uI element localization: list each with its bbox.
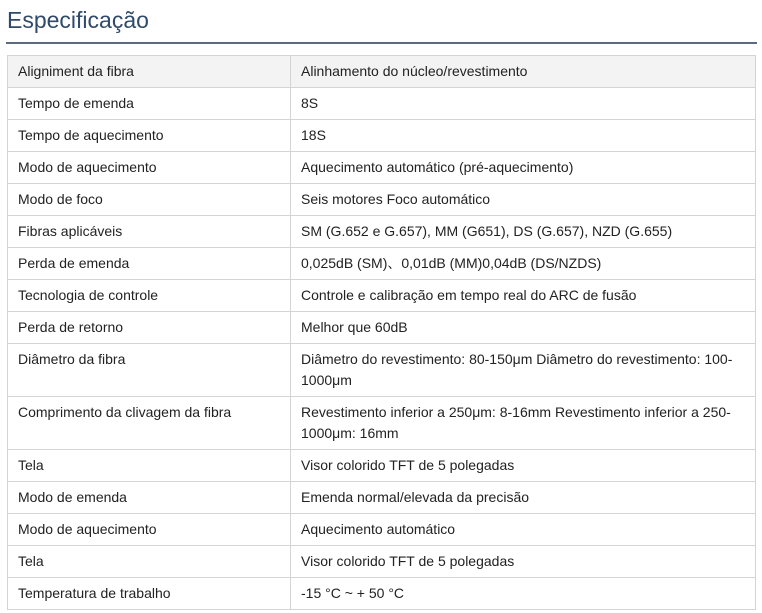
- table-row: [8, 397, 756, 450]
- title-divider: [6, 42, 757, 44]
- table-row: [8, 514, 756, 546]
- spec-value: Visor colorido TFT de 5 polegadas: [291, 546, 756, 578]
- spec-value: 8S: [291, 88, 756, 120]
- spec-label: Diâmetro da fibra: [8, 344, 291, 397]
- table-row: [8, 312, 756, 344]
- table-row: [8, 280, 756, 312]
- spec-label: Modo de emenda: [8, 482, 291, 514]
- spec-label: Tempo de aquecimento: [8, 120, 291, 152]
- table-row: [8, 248, 756, 280]
- spec-label: Tela: [8, 546, 291, 578]
- spec-value: Alinhamento do núcleo/revestimento: [291, 56, 756, 88]
- table-row: [8, 216, 756, 248]
- spec-value: 0,025dB (SM)、0,01dB (MM)0,04dB (DS/NZDS): [291, 248, 756, 280]
- table-row: [8, 482, 756, 514]
- spec-value: Aquecimento automático (pré-aquecimento): [291, 152, 756, 184]
- spec-value: 18S: [291, 120, 756, 152]
- table-row: [8, 344, 756, 397]
- spec-label: Comprimento da clivagem da fibra: [8, 397, 291, 450]
- spec-label: Perda de emenda: [8, 248, 291, 280]
- spec-label: Aligniment da fibra: [8, 56, 291, 88]
- table-row: [8, 88, 756, 120]
- spec-label: Tecnologia de controle: [8, 280, 291, 312]
- spec-label: Tempo de emenda: [8, 88, 291, 120]
- spec-value: Controle e calibração em tempo real do ARC de fusão: [291, 280, 756, 312]
- spec-label: Fibras aplicáveis: [8, 216, 291, 248]
- specification-table: [7, 55, 756, 610]
- page-title: Especificação: [7, 7, 149, 33]
- spec-value: Aquecimento automático: [291, 514, 756, 546]
- spec-label: Modo de aquecimento: [8, 152, 291, 184]
- spec-value: Diâmetro do revestimento: 80-150μm Diâmetro do revestimento: 100-1000μm: [291, 344, 756, 397]
- spec-label: Perda de retorno: [8, 312, 291, 344]
- spec-value: Melhor que 60dB: [291, 312, 756, 344]
- spec-value: Visor colorido TFT de 5 polegadas: [291, 450, 756, 482]
- spec-label: Modo de aquecimento: [8, 514, 291, 546]
- table-row: [8, 546, 756, 578]
- spec-value: -15 °C ~ + 50 °C: [291, 578, 756, 610]
- spec-label: Modo de foco: [8, 184, 291, 216]
- table-row: [8, 184, 756, 216]
- table-row: [8, 578, 756, 610]
- spec-value: SM (G.652 e G.657), MM (G651), DS (G.657), NZD (G.655): [291, 216, 756, 248]
- spec-value: Revestimento inferior a 250μm: 8-16mm Revestimento inferior a 250-1000μm: 16mm: [291, 397, 756, 450]
- spec-value: Seis motores Foco automático: [291, 184, 756, 216]
- spec-label: Tela: [8, 450, 291, 482]
- table-row: [8, 120, 756, 152]
- table-row: [8, 56, 756, 88]
- spec-value: Emenda normal/elevada da precisão: [291, 482, 756, 514]
- table-row: [8, 152, 756, 184]
- table-row: [8, 450, 756, 482]
- spec-label: Temperatura de trabalho: [8, 578, 291, 610]
